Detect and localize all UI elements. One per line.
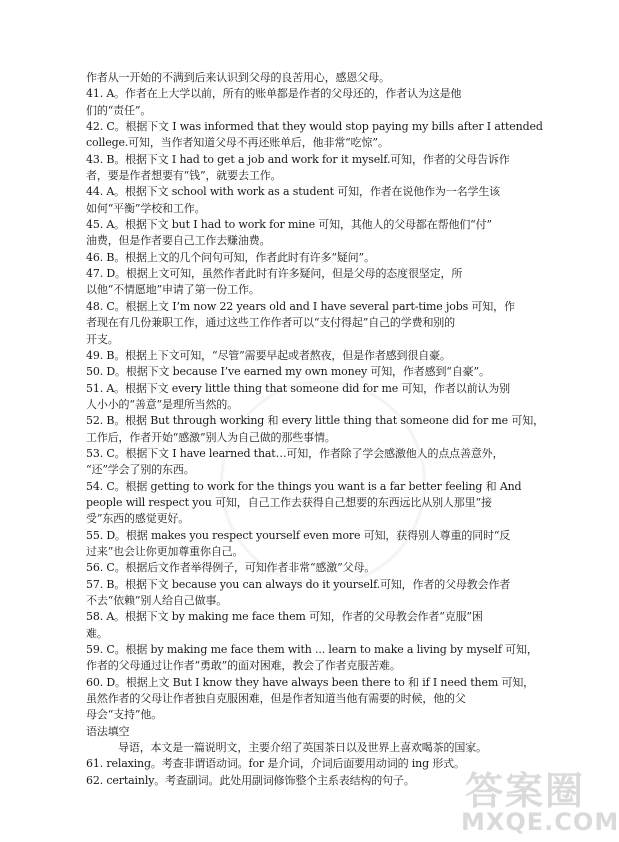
text-line: 以他“不情愿地”申请了第一份工作。 <box>86 283 260 297</box>
text-line: 不去“依赖”别人给自己做事。 <box>86 594 228 607</box>
text-line: 57. B。根据下文 because you can always do it yourself.可知，作者的父母教会作者 <box>86 577 511 591</box>
text-line: 者，要是作者想要有“钱”，就要去工作。 <box>86 169 282 183</box>
text-line: 55. D。根据 makes you respect yourself even more 可知，获得别人尊重的同时“反 <box>86 528 511 542</box>
text-line: 58. A。根据下文 by making me face them 可知，作者的父母教会作者“克服”困 <box>86 610 483 624</box>
text-line: college.可知，当作者知道父母不再还账单后，他非常“吃惊”。 <box>86 136 389 150</box>
text-line: 过来”也会让你更加尊重你自己。 <box>86 544 244 558</box>
text-line: people will respect you 可知，自己工作去获得自己想要的东西远比从别人那里“接 <box>86 495 492 509</box>
text-line: 43. B。根据下文 I had to get a job and work for it myself.可知，作者的父母告诉作 <box>86 152 510 166</box>
text-line: 虽然作者的父母让作者独自克服困难，但是作者知道当他有需要的时候，他的父 <box>86 692 466 706</box>
text-line: 56. C。根据后文作者举得例子，可知作者非常“感激”父母。 <box>86 561 376 575</box>
text-line: 母会“支持”他。 <box>86 708 163 722</box>
text-line: 44. A。根据下文 school with work as a student 可知，作者在说他作为一名学生该 <box>86 185 501 199</box>
text-line: 开支。 <box>86 332 119 346</box>
watermark-url: MXQE.COM <box>461 808 619 836</box>
text-line: 42. C。根据下文 I was informed that they would stop paying my bills after I attended <box>86 120 543 134</box>
text-line: 62. certainly。考查副词。此处用副词修饰整个主系表结构的句子。 <box>86 773 415 787</box>
text-line: 如何“平衡”学校和工作。 <box>86 201 206 215</box>
text-line: 45. A。根据下文 but I had to work for mine 可知，其他人的父母都在帮他们“付” <box>86 218 492 232</box>
watermark-logo-text: 答案圈 <box>465 769 586 813</box>
text-line: 作者的父母通过让作者“勇敢”的面对困难，教会了作者克服苦难。 <box>86 659 401 673</box>
text-line: 46. B。根据上文的几个问句可知，作者此时有许多“疑问”。 <box>86 250 375 264</box>
text-line: 50. D。根据下文 because I’ve earned my own money 可知，作者感到“自豪”。 <box>86 365 490 379</box>
text-line: 工作后，作者开始“感激”别人为自己做的那些事情。 <box>86 430 336 444</box>
text-line: 47. D。根据上文可知，虽然作者此时有许多疑问，但是父母的态度很坚定，所 <box>86 267 463 281</box>
text-line: 油费，但是作者要自己工作去赚油费。 <box>86 234 271 248</box>
text-line: 导语，本文是一篇说明文，主要介绍了英国茶日以及世界上喜欢喝茶的国家。 <box>118 741 487 755</box>
text-line: 者现在有几份兼职工作，通过这些工作作者可以“支付得起”自己的学费和别的 <box>86 316 455 330</box>
text-line: 59. C。根据 by making me face them with ... learn to make a living by myself 可知， <box>86 643 538 657</box>
text-line: 60. D。根据上文 But I know they have always been there to 和 if I need them 可知， <box>86 675 535 689</box>
text-line: 48. C。根据上文 I’m now 22 years old and I have several part-time jobs 可知，作 <box>86 299 515 313</box>
text-line: “还”学会了别的东西。 <box>86 463 195 477</box>
text-line: 人小小的“善意”是理所当然的。 <box>86 397 238 411</box>
text-line: 41. A。作者在上大学以前，所有的账单都是作者的父母还的，作者认为这是他 <box>86 87 462 101</box>
text-line: 难。 <box>86 626 108 640</box>
text-line: 61. relaxing。考查非谓语动词。for 是介词，介词后面要用动词的 ing 形式。 <box>86 757 465 771</box>
text-line: 51. A。根据下文 every little thing that someone did for me 可知，作者以前认为别 <box>86 381 510 395</box>
text-line: 49. B。根据上下文可知，“尽管”需要早起或者熬夜，但是作者感到很自豪。 <box>86 348 451 362</box>
text-line: 53. C。根据下文 I have learned that…可知，作者除了学会感激他人的点点善意外， <box>86 446 504 460</box>
section-heading: 语法填空 <box>86 724 130 738</box>
text-line: 54. C。根据 getting to work for the things you want is a far better feeling 和 And <box>86 479 522 493</box>
document-body <box>86 70 544 789</box>
text-line: 受”东西的感觉更好。 <box>86 512 190 526</box>
text-line: 们的“责任”。 <box>86 103 152 117</box>
text-line: 作者从一开始的不满到后来认识到父母的良苦用心，感恩父母。 <box>86 71 390 84</box>
text-line: 52. B。根据 But through working 和 every little thing that someone did for me 可知， <box>86 414 544 428</box>
